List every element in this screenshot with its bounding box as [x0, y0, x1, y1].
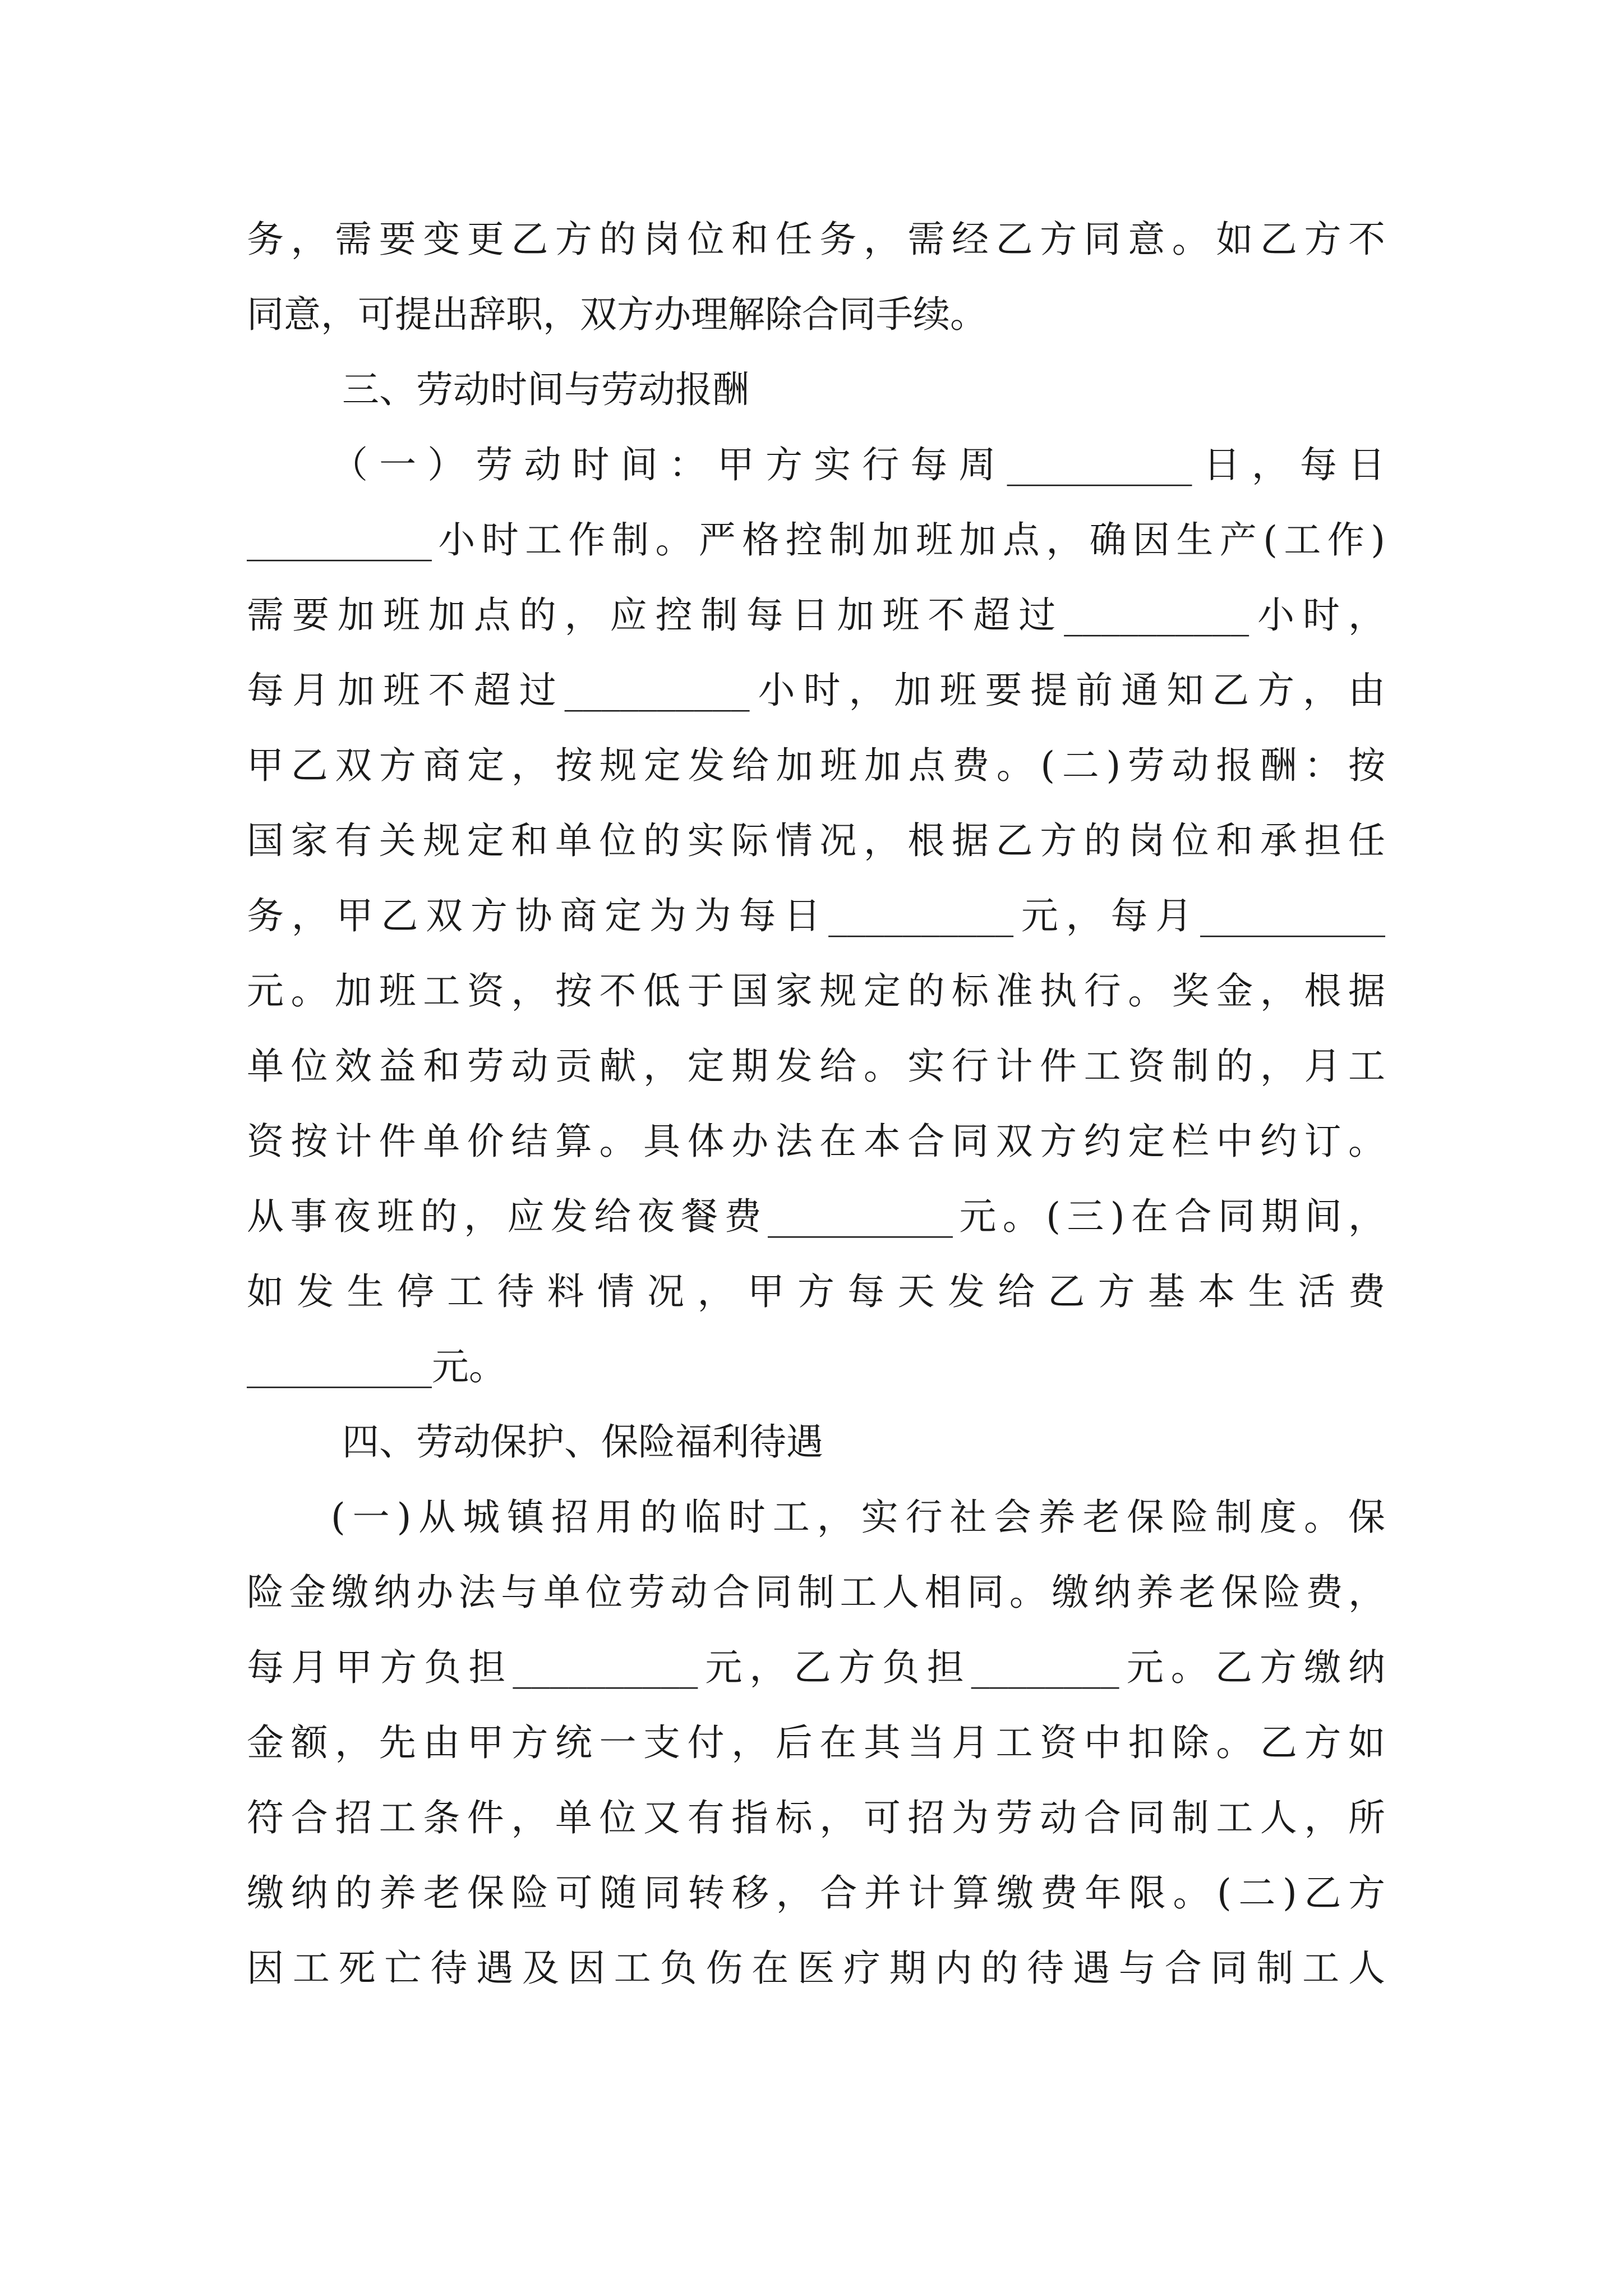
- paragraph-line: 每月加班不超过__________小时，加班要提前通知乙方，由: [247, 669, 1385, 712]
- paragraph-line: 元。加班工资，按不低于国家规定的标准执行。奖金，根据: [247, 969, 1385, 1013]
- paragraph-line: 因工死亡待遇及因工负伤在医疗期内的待遇与合同制工人: [247, 1947, 1385, 1990]
- paragraph-line: 甲乙双方商定，按规定发给加班加点费。(二)劳动报酬：按: [247, 744, 1385, 787]
- paragraph-line: 金额，先由甲方统一支付，后在其当月工资中扣除。乙方如: [247, 1721, 1385, 1764]
- paragraph-line: 需要加班加点的，应控制每日加班不超过__________小时，: [247, 593, 1385, 637]
- section-heading: 四、劳动保护、保险福利待遇: [342, 1420, 823, 1464]
- paragraph-line: __________小时工作制。严格控制加班加点，确因生产(工作): [247, 518, 1385, 562]
- paragraph-line: 如发生停工待料情况，甲方每天发给乙方基本生活费: [247, 1270, 1385, 1313]
- section-heading: 三、劳动时间与劳动报酬: [342, 368, 749, 411]
- paragraph-line: __________元。: [247, 1345, 506, 1388]
- paragraph-line: 每月甲方负担__________元，乙方负担________元。乙方缴纳: [247, 1646, 1385, 1689]
- document-page: [247, 202, 1385, 2006]
- paragraph-line: 符合招工条件，单位又有指标，可招为劳动合同制工人，所: [247, 1796, 1385, 1839]
- paragraph-line: 同意，可提出辞职，双方办理解除合同手续。: [247, 293, 987, 336]
- paragraph-line: 缴纳的养老保险可随同转移，合并计算缴费年限。(二)乙方: [247, 1871, 1385, 1915]
- paragraph-line: 资按计件单价结算。具体办法在本合同双方约定栏中约订。: [247, 1120, 1385, 1163]
- paragraph-line: 险金缴纳办法与单位劳动合同制工人相同。缴纳养老保险费，: [247, 1571, 1385, 1614]
- paragraph-line: (一)从城镇招用的临时工，实行社会养老保险制度。保: [331, 1496, 1385, 1539]
- paragraph-line: 务，需要变更乙方的岗位和任务，需经乙方同意。如乙方不: [247, 218, 1385, 261]
- paragraph-line: 务，甲乙双方协商定为为每日__________元，每月__________: [247, 894, 1385, 937]
- paragraph-line: 国家有关规定和单位的实际情况，根据乙方的岗位和承担任: [247, 819, 1385, 862]
- paragraph-line: 单位效益和劳动贡献，定期发给。实行计件工资制的，月工: [247, 1045, 1385, 1088]
- paragraph-line: （一）劳动时间：甲方实行每周__________日，每日: [331, 443, 1385, 486]
- paragraph-line: 从事夜班的，应发给夜餐费__________元。(三)在合同期间，: [247, 1195, 1385, 1238]
